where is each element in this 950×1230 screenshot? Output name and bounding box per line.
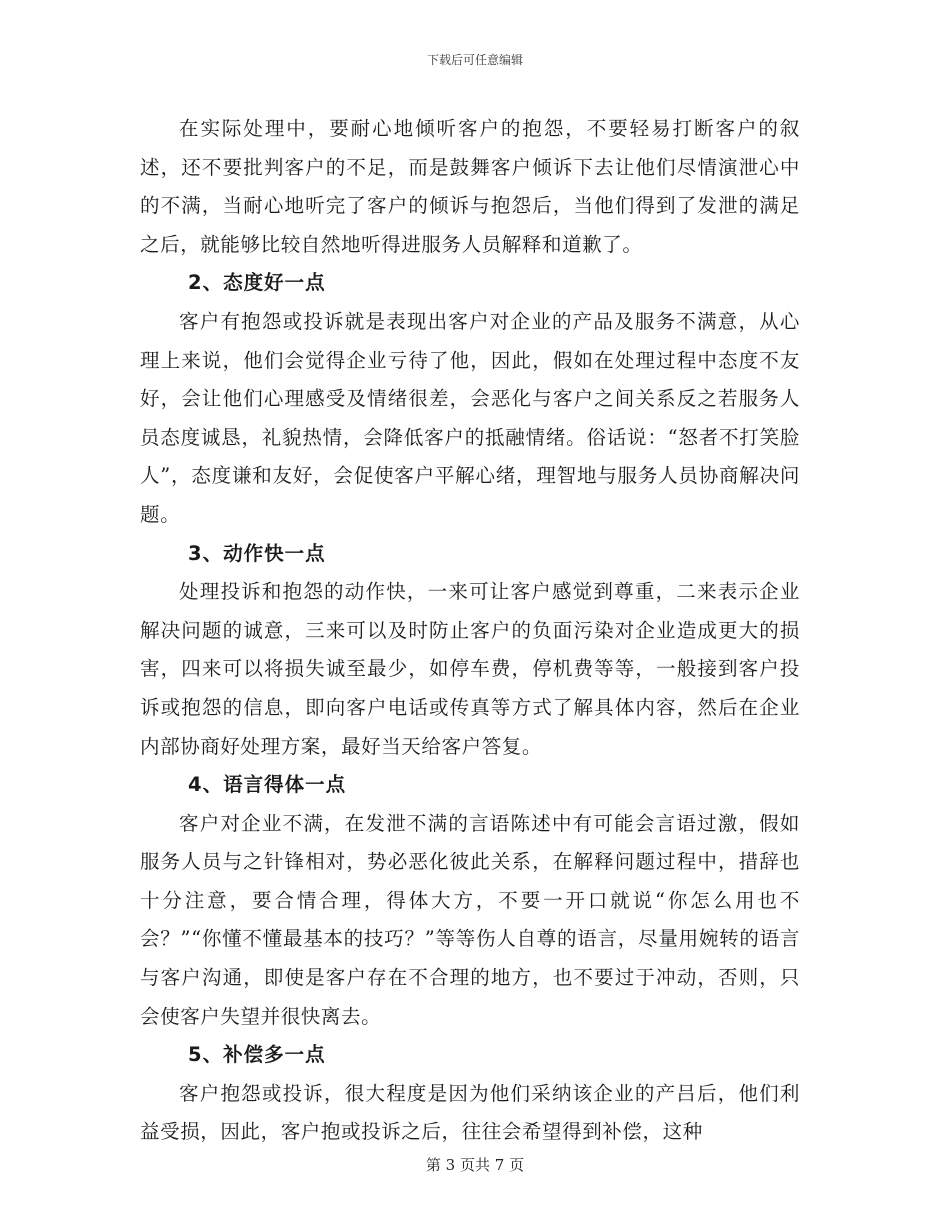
paragraph-compensation: 客户抱怨或投诉，很大程度是因为他们采纳该企业的产吕后，他们利益受损，因此，客户抱或投诉之后，往往会希望得到补偿，这种 xyxy=(140,1081,800,1144)
section-heading-speed: 3、动作快一点 xyxy=(188,541,326,565)
paragraph-speed: 处理投诉和抱怨的动作快，一来可让客户感觉到尊重，二来表示企业解决问题的诚意，三来可以及时防止客户的负面污染对企业造成更大的损害，四来可以将损失诚至最少，如停车费，停机费等等，一般接到客户投诉或抱怨的信息，即向客户电话或传真等方式了解具体内容，然后在企业内部协商好处理方案，最好当天给客户答复。 xyxy=(140,580,800,758)
paragraph-listening: 在实际处理中，要耐心地倾听客户的抱怨，不要轻易打断客户的叙述，还不要批判客户的不足，而是鼓舞客户倾诉下去让他们尽情演泄心中的不满，当耐心地听完了客户的倾诉与抱怨后，当他们得到了发泄的满足之后，就能够比较自然地听得进服务人员解释和道歉了。 xyxy=(140,117,800,256)
section-heading-attitude: 2、态度好一点 xyxy=(188,271,326,295)
section-heading-compensation: 5、补偿多一点 xyxy=(188,1043,326,1067)
paragraph-attitude: 客户有抱怨或投诉就是表现出客户对企业的产品及服务不满意，从心理上来说，他们会觉得企业亏待了他，因此，假如在处理过程中态度不友好，会让他们心理感受及情绪很差，会恶化与客户之间关系反之若服务人员态度诚恳，礼貌热情，会降低客户的抵融情绪。俗话说：“怒者不打笑脸人”，态度谦和友好，会促使客户平解心绪，理智地与服务人员协商解决问题。 xyxy=(140,309,800,526)
document-body xyxy=(140,110,800,1152)
page-header: 下载后可任意编辑 xyxy=(426,53,523,67)
page-number: 第 3 页共 7 页 xyxy=(425,1156,525,1174)
section-heading-language: 4、语言得体一点 xyxy=(188,773,347,797)
paragraph-language: 客户对企业不满，在发泄不满的言语陈述中有可能会言语过激，假如服务人员与之针锋相对，势必恶化彼此关系，在解释问题过程中，措辞也十分注意，要合情合理，得体大方，不要一开口就说“你怎么用也不会？”“你懂不懂最基本的技巧？”等等伤人自尊的语言，尽量用婉转的语言与客户沟通，即使是客户存在不合理的地方，也不要过于冲动，否则，只会使客户失望并很快离去。 xyxy=(140,811,800,1028)
